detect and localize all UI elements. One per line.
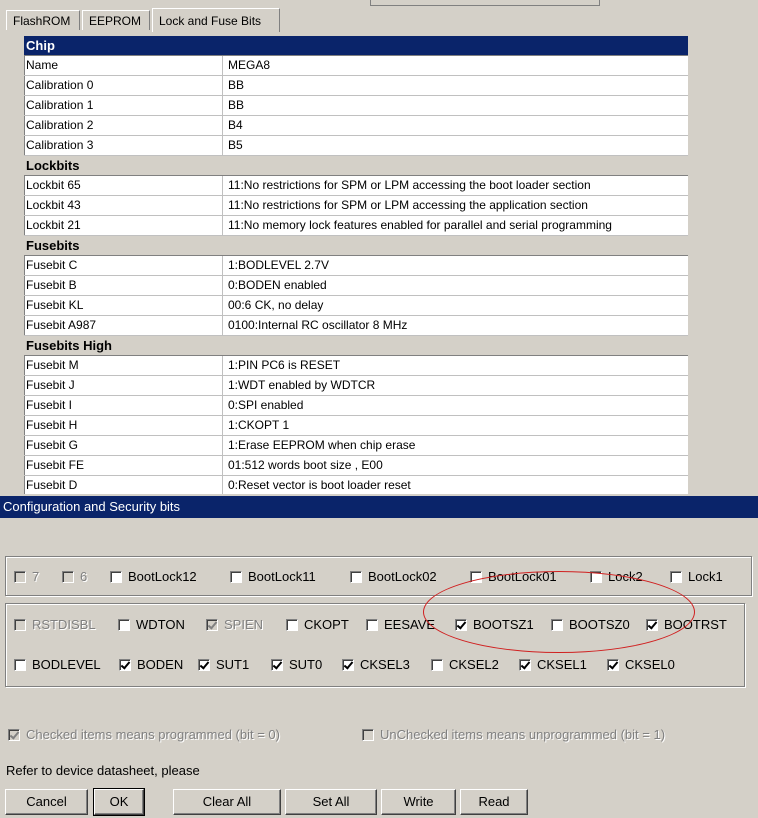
checkbox-box[interactable] [118,619,130,631]
checkbox-box[interactable] [342,659,354,671]
checkbox-box[interactable] [455,619,467,631]
checkbox-label: SUT1 [216,657,250,672]
grid-row-key: Lockbit 43 [26,196,223,215]
checkbox-box[interactable] [366,619,378,631]
grid-row-key: Calibration 1 [26,96,223,115]
grid-row-value: 0:SPI enabled [228,398,304,412]
checkbox-box[interactable] [551,619,563,631]
checkbox-label: CKOPT [304,617,349,632]
grid-row[interactable] [24,56,688,76]
grid-row-value: 0:BODEN enabled [228,278,327,292]
grid-row-value: 11:No memory lock features enabled for parallel and serial programming [228,218,612,232]
ok-button[interactable]: OK [94,789,144,815]
grid-row-value: BB [228,78,245,92]
checkbox-box[interactable] [119,659,131,671]
checkbox-label: SPIEN [224,617,264,632]
grid-row-key: Lockbit 65 [26,176,223,195]
grid-row-value: MEGA8 [228,58,271,72]
checkbox-label: BootLock01 [488,569,557,584]
set-all-button[interactable]: Set All [285,789,377,815]
checkbox-bootrst[interactable] [646,617,727,633]
grid-row[interactable] [24,116,688,136]
checkbox-bootsz0[interactable] [551,617,630,633]
grid-row-value: 0:Reset vector is boot loader reset [228,478,411,492]
checkbox-label: Lock2 [608,569,643,584]
grid-row-key: Fusebit A987 [26,316,223,335]
fusebits-group [5,603,745,687]
grid-row-key: Fusebit B [26,276,223,295]
grid-row[interactable] [24,176,688,196]
checkbox-box[interactable] [519,659,531,671]
grid-row-key: Fusebit D [26,476,223,494]
tab-eeprom[interactable]: EEPROM [82,10,150,30]
grid-section-header[interactable]: Fusebits High [24,336,688,356]
tab-lock-and-fuse-bits[interactable]: Lock and Fuse Bits [152,8,280,32]
grid-row-value: 11:No restrictions for SPM or LPM accessing the application section [228,198,588,212]
grid-row-key: Name [26,56,223,75]
checkbox-sut0[interactable] [271,657,322,673]
checkbox-wdton[interactable] [118,617,185,633]
grid-row-key: Fusebit H [26,416,223,435]
checkbox-lock2[interactable] [590,569,643,585]
legend-unchecked-box [362,729,374,741]
tab-strip [0,0,758,32]
checkbox-label: BOOTSZ1 [473,617,534,632]
legend-checked-label: Checked items means programmed (bit = 0) [26,727,280,742]
checkbox-cksel1[interactable] [519,657,587,673]
property-grid[interactable] [8,36,688,494]
grid-row-value: 11:No restrictions for SPM or LPM accessing the boot loader section [228,178,591,192]
checkbox-box[interactable] [286,619,298,631]
legend-unchecked-label: UnChecked items means unprogrammed (bit = 1) [380,727,666,742]
checkbox-bootsz1[interactable] [455,617,534,633]
checkbox-label: BootLock12 [128,569,197,584]
clear-all-button[interactable]: Clear All [173,789,281,815]
grid-row[interactable] [24,256,688,276]
checkbox-label: BOOTRST [664,617,727,632]
grid-row[interactable] [24,396,688,416]
checkbox-ckopt[interactable] [286,617,349,633]
checkbox-box [14,619,26,631]
checkbox-boden[interactable] [119,657,183,673]
checkbox-box[interactable] [198,659,210,671]
checkbox-spien [206,617,263,633]
grid-row-value: BB [228,98,245,112]
grid-row-key: Fusebit G [26,436,223,455]
checkbox-label: CKSEL2 [449,657,499,672]
grid-row[interactable] [24,356,688,376]
grid-section-header[interactable]: Chip [24,36,688,56]
checkbox-7 [14,569,39,585]
checkbox-box[interactable] [230,571,242,583]
checkbox-label: CKSEL3 [360,657,410,672]
grid-row[interactable] [24,276,688,296]
grid-row[interactable] [24,316,688,336]
config-title: Configuration and Security bits [0,496,758,518]
cancel-button[interactable]: Cancel [5,789,88,815]
checkbox-bootlock01[interactable] [470,569,557,585]
grid-row-value: 1:Erase EEPROM when chip erase [228,438,416,452]
refer-note: Refer to device datasheet, please [6,763,200,778]
checkbox-box[interactable] [350,571,362,583]
checkbox-bootlock11[interactable] [230,569,316,585]
grid-row-key: Fusebit I [26,396,223,415]
grid-row[interactable] [24,476,688,494]
grid-row[interactable] [24,196,688,216]
checkbox-label: BODEN [137,657,184,672]
checkbox-label: RSTDISBL [32,617,96,632]
checkbox-box[interactable] [590,571,602,583]
checkbox-box[interactable] [670,571,682,583]
grid-row[interactable] [24,216,688,236]
checkbox-label: Lock1 [688,569,723,584]
checkbox-cksel0[interactable] [607,657,675,673]
legend-checked-box [8,729,20,741]
checkbox-label: WDTON [136,617,185,632]
checkbox-rstdisbl [14,617,96,633]
checkbox-label: 7 [32,569,40,584]
grid-row[interactable] [24,376,688,396]
checkbox-box [14,571,26,583]
grid-gutter [8,36,25,494]
grid-row[interactable] [24,296,688,316]
checkbox-label: CKSEL1 [537,657,587,672]
grid-row[interactable] [24,456,688,476]
write-button[interactable]: Write [381,789,456,815]
checkbox-6 [62,569,87,585]
checkbox-label: BOOTSZ0 [569,617,630,632]
checkbox-cksel2[interactable] [431,657,499,673]
checkbox-bodlevel[interactable] [14,657,101,673]
grid-row-key: Fusebit FE [26,456,223,475]
legend-checked [8,727,280,743]
grid-row-value: 1:PIN PC6 is RESET [228,358,341,372]
grid-row-key: Fusebit C [26,256,223,275]
grid-row-value: 1:WDT enabled by WDTCR [228,378,376,392]
grid-section-header[interactable]: Lockbits [24,156,688,176]
checkbox-label: CKSEL0 [625,657,675,672]
grid-row-value: B5 [228,138,243,152]
grid-row-key: Fusebit KL [26,296,223,315]
checkbox-box[interactable] [470,571,482,583]
grid-row-key: Calibration 2 [26,116,223,135]
checkbox-box[interactable] [14,659,26,671]
checkbox-bootlock02[interactable] [350,569,437,585]
grid-row-key: Fusebit J [26,376,223,395]
checkbox-label: 6 [80,569,88,584]
checkbox-label: SUT0 [289,657,323,672]
checkbox-label: BODLEVEL [32,657,101,672]
checkbox-box[interactable] [431,659,443,671]
grid-row-value: 01:512 words boot size , E00 [228,458,383,472]
checkbox-box[interactable] [607,659,619,671]
legend-unchecked [362,727,665,743]
grid-row-value: 00:6 CK, no delay [228,298,324,312]
grid-row[interactable] [24,136,688,156]
checkbox-box [62,571,74,583]
checkbox-box[interactable] [646,619,658,631]
grid-row[interactable] [24,76,688,96]
checkbox-eesave[interactable] [366,617,435,633]
grid-row-value: B4 [228,118,243,132]
checkbox-cksel3[interactable] [342,657,410,673]
grid-row-key: Calibration 0 [26,76,223,95]
checkbox-sut1[interactable] [198,657,249,673]
grid-row-key: Calibration 3 [26,136,223,155]
checkbox-lock1[interactable] [670,569,723,585]
grid-row[interactable] [24,96,688,116]
checkbox-box[interactable] [110,571,122,583]
toolbar-edge [370,0,600,6]
grid-section-header[interactable]: Fusebits [24,236,688,256]
checkbox-label: BootLock11 [248,569,316,584]
checkbox-box[interactable] [271,659,283,671]
checkbox-box [206,619,218,631]
checkbox-bootlock12[interactable] [110,569,197,585]
checkbox-label: EESAVE [384,617,436,632]
grid-row-value: 1:BODLEVEL 2.7V [228,258,329,272]
grid-row-key: Fusebit M [26,356,223,375]
grid-row[interactable] [24,416,688,436]
grid-row-value: 0100:Internal RC oscillator 8 MHz [228,318,408,332]
grid-row-value: 1:CKOPT 1 [228,418,290,432]
tab-flashrom[interactable]: FlashROM [6,10,80,30]
read-button[interactable]: Read [460,789,528,815]
grid-row-key: Lockbit 21 [26,216,223,235]
grid-row[interactable] [24,436,688,456]
checkbox-label: BootLock02 [368,569,437,584]
